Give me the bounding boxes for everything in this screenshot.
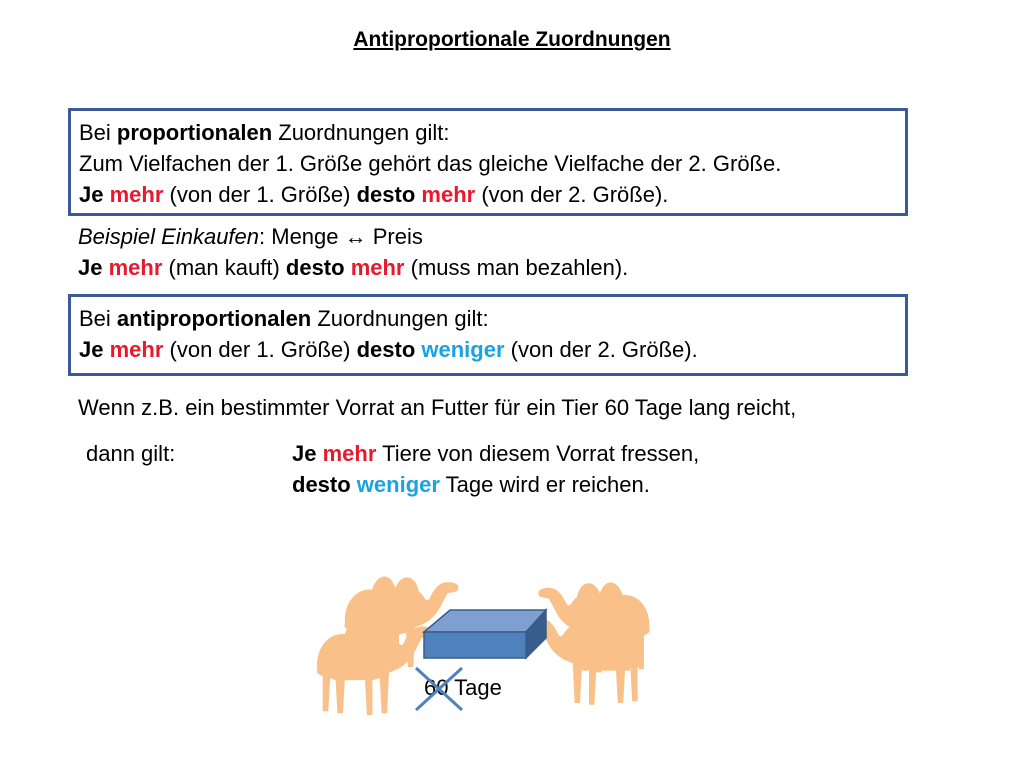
antiproportional-je-desto-line: Je mehr (von der 1. Größe) desto weniger (von der 2. Größe).: [79, 337, 698, 362]
example-heading: Beispiel Einkaufen: Menge ↔ Preis: [78, 224, 423, 249]
dann-gilt-label: dann gilt:: [86, 441, 176, 466]
proportional-definition: Zum Vielfachen der 1. Größe gehört das gleiche Vielfache der 2. Größe.: [79, 151, 782, 176]
proportional-rule-box: [68, 108, 908, 216]
days-label: 60 Tage: [424, 675, 502, 700]
proportional-intro-line: Bei proportionalen Zuordnungen gilt:: [79, 120, 450, 145]
cross-out-icon: [412, 664, 468, 714]
camel-rule-line-2: desto weniger Tage wird er reichen.: [292, 472, 650, 497]
example-je-desto-line: Je mehr (man kauft) desto mehr (muss man bezahlen).: [78, 255, 629, 280]
antiproportional-intro-line: Bei antiproportionalen Zuordnungen gilt:: [79, 306, 489, 331]
page-title: Antiproportionale Zuordnungen: [353, 28, 671, 51]
proportional-je-desto-line: Je mehr (von der 1. Größe) desto mehr (von der 2. Größe).: [79, 182, 669, 207]
food-supply-example: Wenn z.B. ein bestimmter Vorrat an Futter für ein Tier 60 Tage lang reicht,: [78, 395, 797, 420]
antiproportional-rule-box: [68, 294, 908, 376]
proportional-term: proportionalen: [116, 120, 273, 145]
camel-rule-line-1: Je mehr Tiere von diesem Vorrat fressen,: [292, 441, 700, 466]
food-box-icon: [424, 610, 546, 658]
antiproportional-term: antiproportionalen: [116, 306, 312, 331]
